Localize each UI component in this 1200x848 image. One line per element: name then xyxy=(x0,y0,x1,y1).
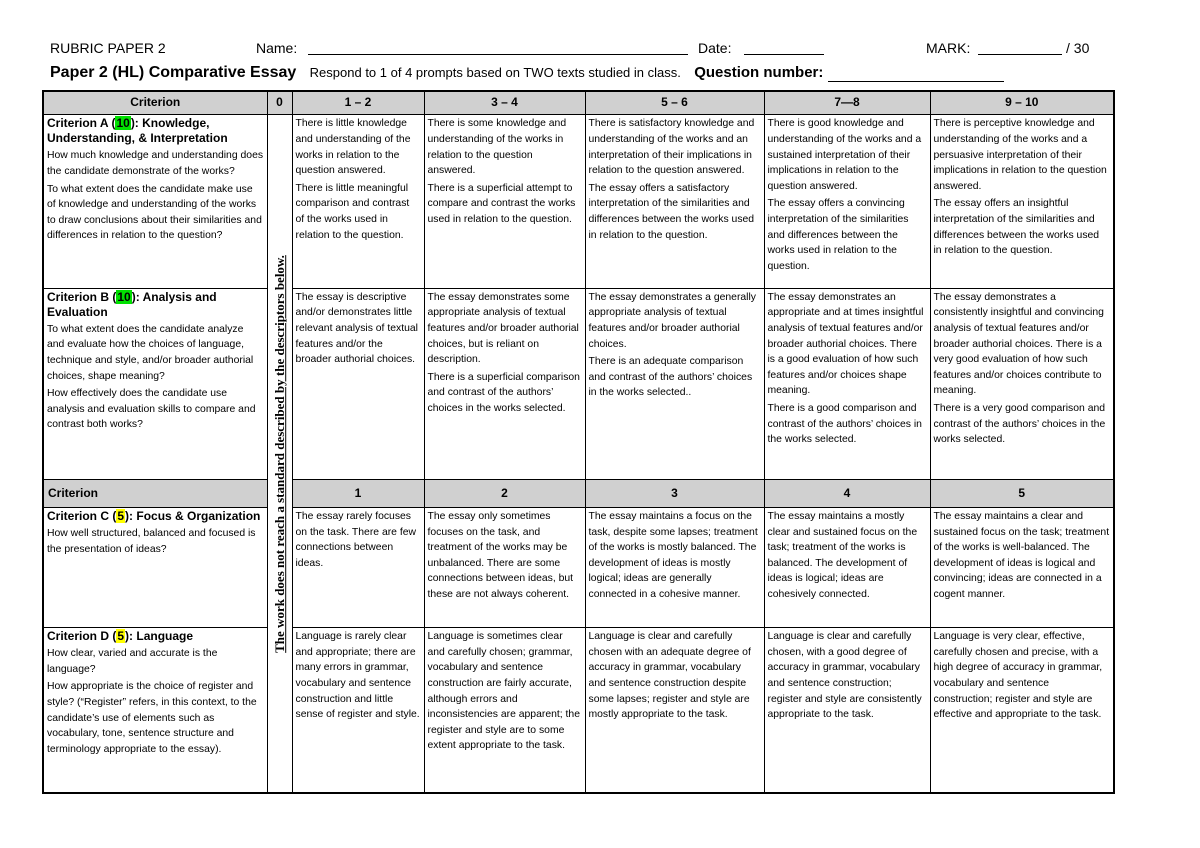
header-band-3-4: 3 – 4 xyxy=(424,91,585,115)
criterion-a-title: Criterion A (10): Knowledge, Understanding, & Interpretation xyxy=(47,116,228,146)
criterion-c-row xyxy=(43,507,1114,627)
mark-label: MARK: xyxy=(926,40,971,56)
page-header-line-1 xyxy=(50,40,1160,62)
descriptor-cell: The essay rarely focuses on the task. There are few connections between ideas. xyxy=(292,507,424,627)
descriptor-cell: There is some knowledge and understanding of the works in relation to the question answered. There is a superficial attempt to compare and contrast the works used in relation to the question. xyxy=(424,115,585,288)
descriptor-cell: Language is clear and carefully chosen, with a good degree of accuracy in grammar, vocabulary and sentence construction; register and style are consistently appropriate to the task. xyxy=(764,628,930,793)
zero-band-cell xyxy=(267,115,292,793)
header-band-1: 1 xyxy=(292,480,424,508)
criterion-b-row xyxy=(43,288,1114,480)
descriptor-cell: The essay is descriptive and/or demonstrates little relevant analysis of textual features and/or the broader authorial choices. xyxy=(292,288,424,480)
criterion-question: How appropriate is the choice of register and style? (“Register” refers, in this context, to the candidate’s use of elements such as vocabulary, tone, sentence structure and terminology appropriate to the essay). xyxy=(47,681,257,755)
criterion-c-title: Criterion C (5): Focus & Organization xyxy=(47,508,261,523)
descriptor-cell: Language is clear and carefully chosen with an adequate degree of accuracy in grammar, vocabulary and sentence construction despite some lapses; register and style are mostly appropriate to the task. xyxy=(585,628,764,793)
descriptor-cell: The essay only sometimes focuses on the task, and treatment of the works may be unbalanced. There are some connections between ideas, but these are not always coherent. xyxy=(424,507,585,627)
marks-badge: 10 xyxy=(116,116,130,131)
name-label: Name: xyxy=(256,40,298,56)
criterion-question: How much knowledge and understanding does the candidate demonstrate of the works? xyxy=(47,150,264,178)
criterion-question: How well structured, balanced and focused is the presentation of ideas? xyxy=(47,527,256,555)
descriptor-cell: There is satisfactory knowledge and understanding of the works and an interpretation of their implications in relation to the question answered. The essay offers a satisfactory interpretation of the similarities and differences between the works used in relation to the question. xyxy=(585,115,764,288)
header-criterion: Criterion xyxy=(43,91,267,115)
header-band-5: 5 xyxy=(930,480,1114,508)
header-band-3: 3 xyxy=(585,480,764,508)
criterion-d-row xyxy=(43,628,1114,793)
instructions: Respond to 1 of 4 prompts based on TWO texts studied in class. xyxy=(309,65,681,80)
rubric-table xyxy=(42,90,1115,794)
question-number-line[interactable] xyxy=(828,67,1004,82)
header-band-4: 4 xyxy=(764,480,930,508)
header-band-7-8: 7—8 xyxy=(764,91,930,115)
header-criterion-2: Criterion xyxy=(43,480,267,508)
descriptor-cell: The essay demonstrates a consistently insightful and convincing analysis of textual features and/or broader authorial choices. There is a very good evaluation of how such features and/or choices contribute to meaning. There is a very good comparison and contrast of the authors’ choices in the works selected. xyxy=(930,288,1114,480)
descriptor-cell: Language is rarely clear and appropriate; there are many errors in grammar, vocabulary and sentence construction and little sense of register and style. xyxy=(292,628,424,793)
zero-band-note: The work does not reach a standard described by the descriptors below. xyxy=(271,254,287,653)
header-band-5-6: 5 – 6 xyxy=(585,91,764,115)
header-band-0: 0 xyxy=(267,91,292,115)
descriptor-cell: The essay maintains a mostly clear and sustained focus on the task; treatment of the works is balanced. The development of ideas is logical; ideas are cohesively connected. xyxy=(764,507,930,627)
descriptor-cell: The essay demonstrates an appropriate and at times insightful analysis of textual features and/or broader authorial choices. There is a good evaluation of how such features and/or choices shape meaning. There is a good comparison and contrast of the authors’ choices in the works selected. xyxy=(764,288,930,480)
criterion-b-cell xyxy=(43,288,267,480)
header-row-bands-a-b xyxy=(43,91,1114,115)
criterion-question: To what extent does the candidate make use of knowledge and understanding of the works to draw conclusions about their similarities and differences in relation to the question? xyxy=(47,183,262,242)
paper-title: Paper 2 (HL) Comparative Essay xyxy=(50,64,297,81)
descriptor-cell: The essay maintains a focus on the task, despite some lapses; treatment of the works is mostly balanced. The development of ideas is mostly logical; ideas are generally connected in a cohesive manner. xyxy=(585,507,764,627)
descriptor-cell: Language is very clear, effective, carefully chosen and precise, with a high degree of accuracy in grammar, vocabulary and sentence construction; register and style are effective and appropriate to the task. xyxy=(930,628,1114,793)
criterion-b-title: Criterion B (10): Analysis and Evaluation xyxy=(47,289,217,319)
marks-badge: 5 xyxy=(117,508,125,523)
criterion-question: To what extent does the candidate analyze and evaluate how the choices of language, technique and style, and/or broader authorial choices, shape meaning? xyxy=(47,323,254,382)
header-row-bands-c-d xyxy=(43,480,1114,508)
marks-badge: 10 xyxy=(117,289,131,304)
rubric-label: RUBRIC PAPER 2 xyxy=(50,40,166,56)
question-number-label: Question number: xyxy=(694,64,824,81)
criterion-question: How effectively does the candidate use analysis and evaluation skills to compare and contrast both works? xyxy=(47,388,256,431)
header-band-2: 2 xyxy=(424,480,585,508)
criterion-d-cell xyxy=(43,628,267,793)
descriptor-cell: The essay demonstrates some appropriate analysis of textual features and/or broader authorial choices, but is reliant on description. There is a superficial comparison and contrast of the authors’ choices in the works selected. xyxy=(424,288,585,480)
page-header-line-2 xyxy=(50,64,1160,88)
header-band-9-10: 9 – 10 xyxy=(930,91,1114,115)
descriptor-cell: The essay maintains a clear and sustained focus on the task; treatment of the works is well-balanced. The development of ideas is logical and convincing; ideas are connected in a cogent manner. xyxy=(930,507,1114,627)
descriptor-cell: There is perceptive knowledge and understanding of the works and a persuasive interpretation of their implications in relation to the question answered. The essay offers an insightful interpretation of the similarities and differences between the works used in relation to the question. xyxy=(930,115,1114,288)
mark-out-of: / 30 xyxy=(1066,40,1090,56)
descriptor-cell: There is little knowledge and understanding of the works in relation to the question answered. There is little meaningful comparison and contrast of the works used in relation to the question. xyxy=(292,115,424,288)
descriptor-cell: There is good knowledge and understanding of the works and a sustained interpretation of their implications in relation to the question answered. The essay offers a convincing interpretation of the similarities and differences between the works used in relation to the question. xyxy=(764,115,930,288)
criterion-c-cell xyxy=(43,507,267,627)
marks-badge: 5 xyxy=(117,629,125,644)
header-band-1-2: 1 – 2 xyxy=(292,91,424,115)
criterion-d-title: Criterion D (5): Language xyxy=(47,629,194,644)
descriptor-cell: Language is sometimes clear and carefully chosen; grammar, vocabulary and sentence construction are fairly accurate, although errors and inconsistencies are apparent; the register and style are to some extent appropriate to the task. xyxy=(424,628,585,793)
descriptor-cell: The essay demonstrates a generally appropriate analysis of textual features and/or broader authorial choices. There is an adequate comparison and contrast of the authors’ choices in the works selected.. xyxy=(585,288,764,480)
date-label: Date: xyxy=(698,40,732,56)
criterion-question: How clear, varied and accurate is the language? xyxy=(47,648,218,675)
criterion-a-cell xyxy=(43,115,267,288)
criterion-a-row xyxy=(43,115,1114,288)
